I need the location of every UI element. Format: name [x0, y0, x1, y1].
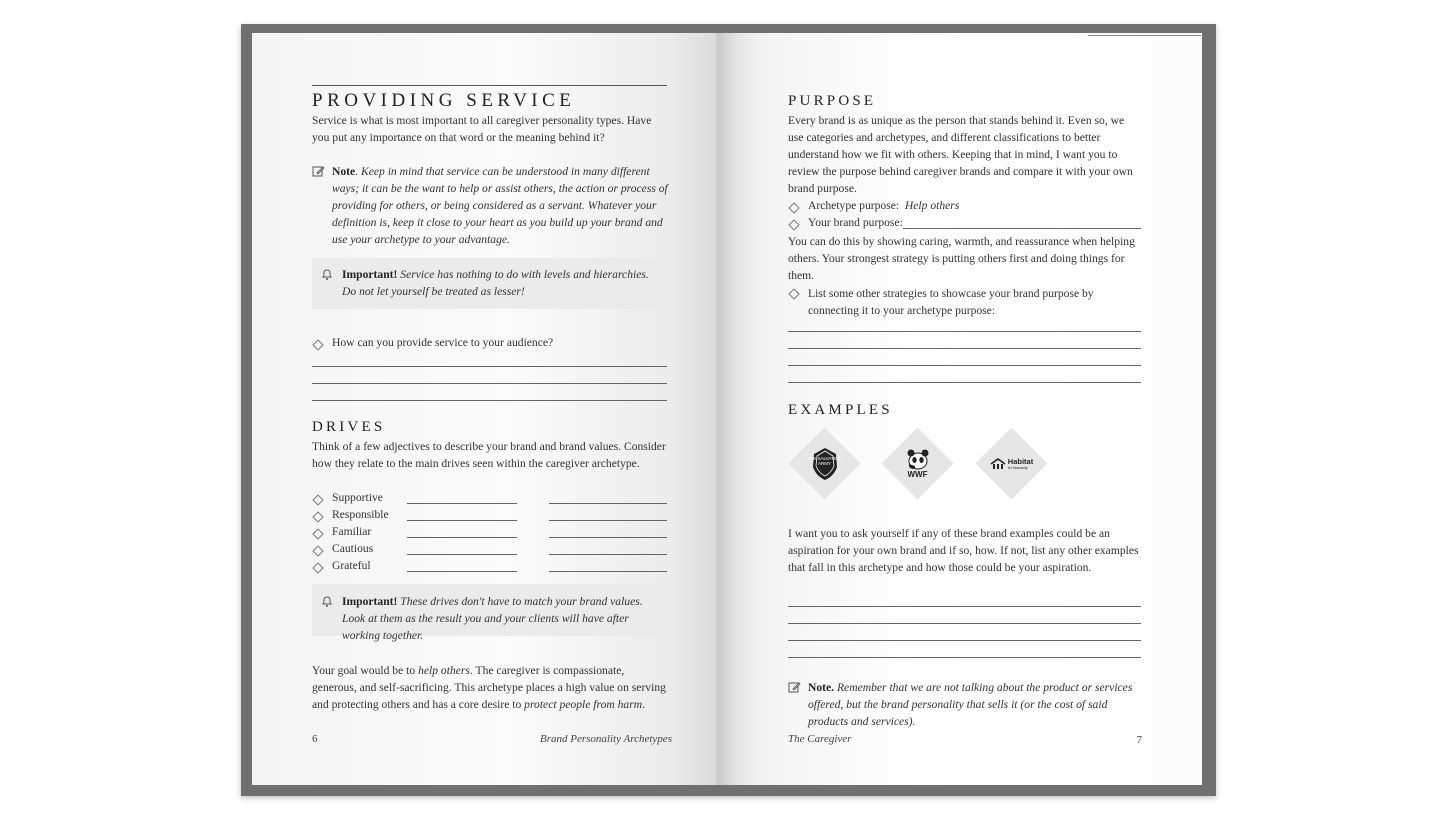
edit-note-icon	[788, 681, 801, 699]
drive-answer-line[interactable]	[407, 537, 517, 538]
answer-line[interactable]	[788, 365, 1141, 366]
goal-text: Your goal would be to	[312, 664, 419, 677]
note-body: Remember that we are not talking about the product or services offered, but the brand personality that sells it (or the cost of said products and services).	[808, 681, 1133, 728]
salvation-army-logo	[803, 442, 846, 485]
drive-answer-line[interactable]	[549, 503, 667, 504]
page-number-left: 6	[312, 733, 318, 745]
drive-label: Cautious	[332, 542, 374, 555]
note-text-right	[808, 679, 1142, 730]
goal-emphasis: help others	[418, 664, 470, 677]
section-title-drives: DRIVES	[312, 419, 386, 435]
strategies-prompt-item	[788, 285, 1142, 319]
footer-chapter: The Caregiver	[788, 733, 852, 745]
wwf-logo	[896, 442, 939, 485]
drive-answer-line[interactable]	[549, 571, 667, 572]
note-label: Note	[332, 165, 356, 178]
note-text	[332, 163, 668, 248]
section-title-providing-service: PROVIDING SERVICE	[312, 90, 576, 111]
note-label: Note.	[808, 681, 835, 694]
answer-line[interactable]	[788, 606, 1141, 607]
important-body: Service has nothing to do with levels and hierarchies. Do not let yourself be treated as lesser!	[342, 268, 649, 298]
drive-answer-line[interactable]	[407, 503, 517, 504]
strategy-paragraph: You can do this by showing caring, warmth, and reassurance when helping others. Your strongest strategy is putting others first and doing things for them.	[788, 235, 1135, 282]
edit-note-icon	[312, 165, 325, 183]
bell-icon	[321, 268, 333, 286]
answer-line[interactable]	[312, 400, 667, 401]
answer-line[interactable]	[788, 348, 1141, 349]
diamond-bullet-icon	[788, 288, 799, 299]
top-rule	[312, 85, 667, 86]
strategies-prompt-label: List some other strategies to showcase your brand purpose by connecting it to your archetype purpose:	[808, 287, 1094, 317]
drive-label: Grateful	[332, 559, 371, 572]
archetype-purpose-label: Archetype purpose:	[808, 199, 900, 212]
salvation-army-text: THE SALVATION ARMY	[807, 456, 842, 466]
habitat-house-icon	[990, 458, 1006, 470]
habitat-wordmark	[1008, 458, 1033, 470]
goal-text: . The caregiver is compassionate, generous, and self-sacrificing. This archetype places a high value on serving and protecting others and has a core desire to	[312, 664, 666, 711]
habitat-logo	[986, 448, 1037, 480]
answer-line[interactable]	[312, 366, 667, 367]
answer-line[interactable]	[788, 331, 1141, 332]
drive-answer-line[interactable]	[407, 554, 517, 555]
goal-text: .	[642, 698, 646, 711]
archetype-purpose-line	[808, 199, 959, 212]
answer-line[interactable]	[312, 383, 667, 384]
important-text-drives	[342, 593, 660, 644]
drive-label: Familiar	[332, 525, 372, 538]
habitat-subtext: for Humanity	[1007, 466, 1028, 470]
page-number-right: 7	[1136, 734, 1142, 746]
drive-label: Responsible	[332, 508, 389, 521]
drives-intro: Think of a few adjectives to describe your brand and brand values. Consider how they relate to the main drives seen within the caregiver archetype.	[312, 440, 666, 470]
important-text-service	[342, 266, 660, 300]
brand-purpose-input-line[interactable]	[903, 228, 1141, 229]
drive-answer-line[interactable]	[407, 520, 517, 521]
answer-line[interactable]	[788, 657, 1141, 658]
drive-answer-line[interactable]	[549, 520, 667, 521]
question-label: How can you provide service to your audience?	[332, 336, 554, 349]
wwf-text: WWF	[907, 470, 928, 479]
wwf-panda-icon	[906, 448, 930, 470]
answer-line[interactable]	[788, 623, 1141, 624]
habitat-text: Habitat	[1007, 457, 1034, 466]
answer-line[interactable]	[788, 640, 1141, 641]
providing-service-intro: Service is what is most important to all caregiver personality types. Have you put any importance on that word or the meaning behind it?	[312, 114, 652, 144]
important-body: These drives don't have to match your brand values. Look at them as the result you and your clients will have after working together.	[342, 595, 643, 642]
important-label: Important!	[342, 268, 398, 281]
drive-answer-line[interactable]	[549, 554, 667, 555]
important-label: Important!	[342, 595, 398, 608]
note-body: . Keep in mind that service can be understood in many different ways; it can be the want to help or assist others, the action or process of providing for others, or being considered as a servant. Whatever your definition is, keep it close to your heart as you build up your brand and use your archetype to your advantage.	[332, 165, 668, 246]
purpose-intro: Every brand is as unique as the person that stands behind it. Even so, we use categories and archetypes, and different classifications to better understand how we fit with others. Keeping that in mind, I want you to review the purpose behind caregiver brands and compare it with your own brand purpose.	[788, 114, 1133, 195]
goal-emphasis: protect people from harm	[524, 698, 643, 711]
section-title-purpose: PURPOSE	[788, 93, 877, 109]
goal-paragraph	[312, 662, 668, 713]
aspiration-paragraph: I want you to ask yourself if any of these brand examples could be an aspiration for your own brand and if so, how. If not, list any other examples that fall in this archetype and how those could be your aspiration.	[788, 527, 1139, 574]
answer-line[interactable]	[788, 382, 1141, 383]
book-gutter	[716, 33, 738, 785]
brand-purpose-label: Your brand purpose:	[808, 216, 903, 229]
archetype-purpose-value: Help others	[904, 199, 960, 212]
drive-answer-line[interactable]	[549, 537, 667, 538]
drive-answer-line[interactable]	[407, 571, 517, 572]
bell-icon	[321, 595, 333, 613]
top-rule-right	[1088, 35, 1201, 36]
footer-book-title: Brand Personality Archetypes	[540, 733, 672, 745]
section-title-examples: EXAMPLES	[788, 402, 893, 418]
drive-label: Supportive	[332, 491, 383, 504]
